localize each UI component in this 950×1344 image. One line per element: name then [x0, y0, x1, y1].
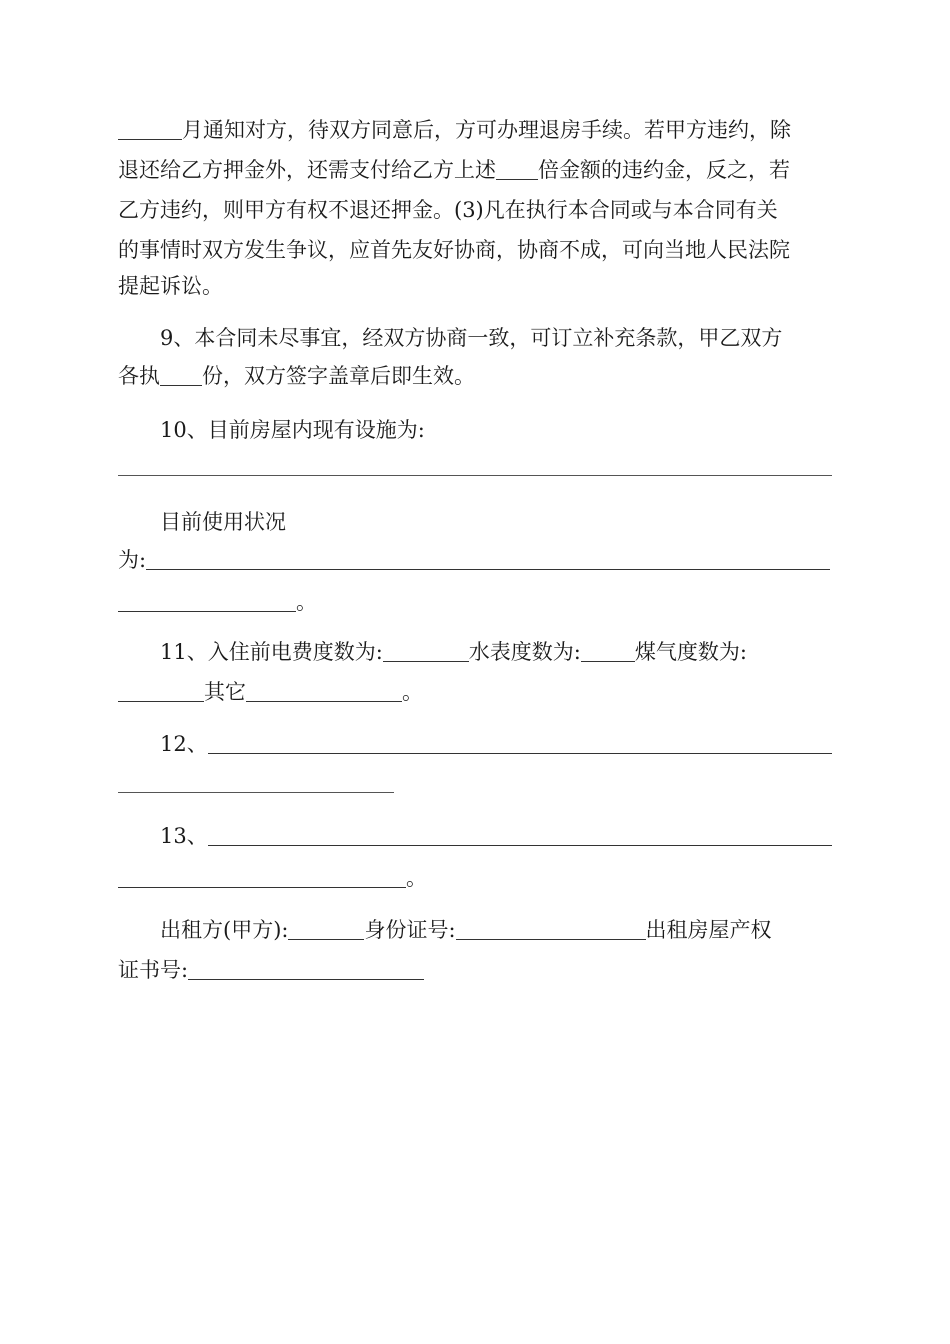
blank-field — [118, 589, 296, 612]
clause-13-line — [118, 858, 832, 898]
blank-field — [118, 117, 182, 140]
blank-field — [208, 731, 832, 754]
usage-label: 目前使用状况 — [160, 510, 286, 534]
text: 倍金额的违约金，反之，若 — [538, 158, 790, 182]
blank-field — [118, 865, 406, 888]
text: 出租房屋产权 — [645, 918, 772, 942]
clause-11-line — [118, 672, 832, 712]
blank-field — [160, 363, 202, 386]
text: 煤气度数为: — [634, 640, 747, 664]
clause-12-line — [160, 724, 832, 764]
blank-field — [188, 957, 424, 980]
blank-field — [496, 157, 538, 180]
text: 月通知对方，待双方同意后，方可办理退房手续。若甲方违约，除 — [182, 118, 791, 142]
text: 12、 — [160, 732, 208, 756]
blank-field — [456, 917, 646, 940]
paragraph-line: 乙方违约，则甲方有权不退还押金。(3)凡在执行本合同或与本合同有关 — [118, 198, 778, 222]
signature-line — [160, 910, 832, 950]
clause-10-heading: 10、目前房屋内现有设施为: — [160, 418, 425, 442]
text: 。 — [296, 590, 317, 614]
text: 。 — [406, 866, 427, 890]
text: 为: — [118, 548, 147, 572]
text: 份，双方签字盖章后即生效。 — [202, 364, 475, 388]
signature-line — [118, 950, 832, 990]
paragraph-line: 提起诉讼。 — [118, 274, 223, 298]
blank-line — [118, 475, 832, 476]
clause-9-line — [118, 356, 832, 396]
text: 11、入住前电费度数为: — [160, 640, 383, 664]
text: 证书号: — [118, 958, 189, 982]
blank-field — [246, 679, 402, 702]
clause-11-line — [160, 632, 832, 672]
blank-field — [146, 547, 830, 570]
blank-field — [118, 679, 204, 702]
paragraph-line: 的事情时双方发生争议，应首先友好协商，协商不成，可向当地人民法院 — [118, 238, 790, 262]
clause-9-line: 9、本合同未尽事宜，经双方协商一致，可订立补充条款，甲乙双方 — [160, 326, 783, 350]
blank-field — [288, 917, 364, 940]
blank-field — [383, 639, 469, 662]
text: 13、 — [160, 824, 208, 848]
paragraph-line — [118, 110, 832, 150]
blank-field — [208, 823, 832, 846]
blank-line — [118, 792, 394, 793]
text: 各执 — [118, 364, 160, 388]
paragraph-line — [118, 150, 832, 190]
text: 水表度数为: — [468, 640, 581, 664]
clause-13-line — [160, 816, 832, 856]
text: 。 — [402, 680, 423, 704]
usage-line — [118, 540, 832, 580]
text: 身份证号: — [364, 918, 456, 942]
usage-line — [118, 582, 832, 622]
text: 其它 — [204, 680, 246, 704]
text: 出租方(甲方): — [160, 918, 289, 942]
text: 退还给乙方押金外，还需支付给乙方上述 — [118, 158, 496, 182]
blank-field — [581, 639, 635, 662]
